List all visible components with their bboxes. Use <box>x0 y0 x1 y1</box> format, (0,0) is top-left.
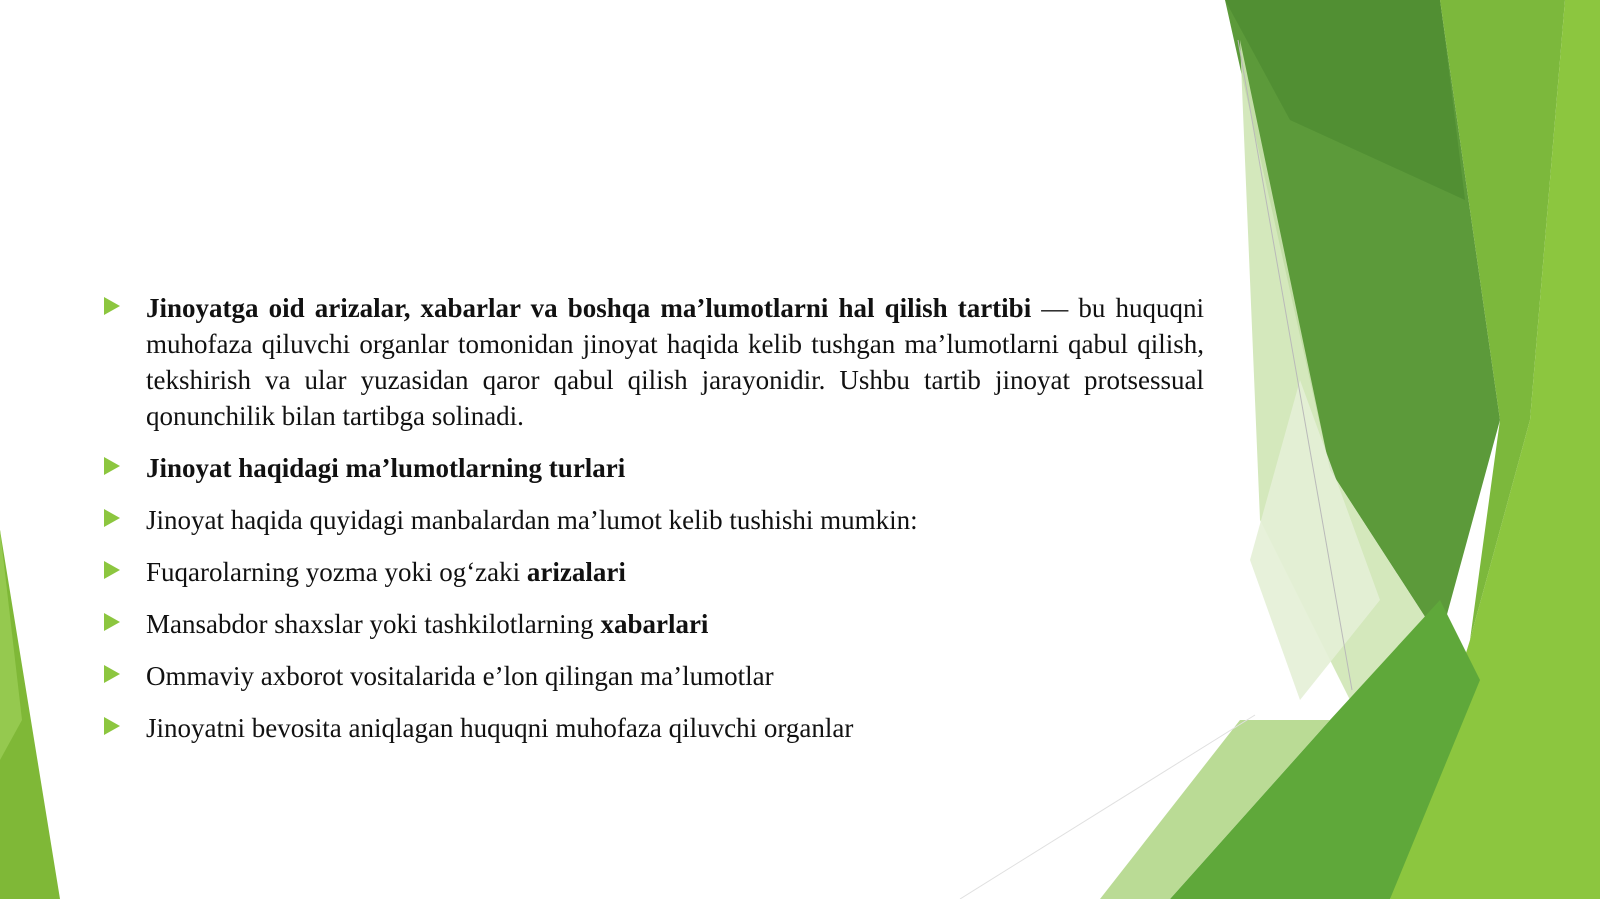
triangle-right-icon <box>104 297 120 315</box>
item-text: Ommaviy axborot vositalarida e’lon qilingan ma’lumotlar <box>146 661 774 691</box>
triangle-right-icon <box>104 665 120 683</box>
triangle-right-icon <box>104 717 120 735</box>
list-item <box>100 710 1204 746</box>
triangle-right-icon <box>104 561 120 579</box>
triangle-right-icon <box>104 509 120 527</box>
list-item <box>100 554 1204 590</box>
item-text: Mansabdor shaxslar yoki tashkilotlarning <box>146 609 601 639</box>
triangle-right-icon <box>104 613 120 631</box>
item-bold-text: Jinoyatga oid arizalar, xabarlar va boshqa ma’lumotlarni hal qilish tartibi <box>146 293 1032 323</box>
list-item <box>100 290 1204 434</box>
item-text: — bu huquqni muhofaza qiluvchi organlar tomonidan jinoyat haqida kelib tushgan ma’lumotlarni qabul qilish, tekshirish va ular yuzasidan qaror qabul qilish jarayonidir. Ushbu tartib jinoyat protsessual qonunchilik bilan tartibga solinadi. <box>146 293 1204 431</box>
item-text: Fuqarolarning yozma yoki og‘zaki <box>146 557 527 587</box>
left-green-shape-light <box>0 530 22 760</box>
list-item <box>100 606 1204 642</box>
item-bold-text: arizalari <box>526 557 626 587</box>
bullet-list <box>100 290 1204 762</box>
list-item <box>100 658 1204 694</box>
item-bold-text: xabarlari <box>600 609 709 639</box>
item-text: Jinoyatni bevosita aniqlagan huquqni muhofaza qiluvchi organlar <box>146 713 854 743</box>
item-bold-text: Jinoyat haqidagi ma’lumotlarning turlari <box>146 453 626 483</box>
item-text: Jinoyat haqida quyidagi manbalardan ma’lumot kelib tushishi mumkin: <box>146 505 918 535</box>
list-item <box>100 502 1204 538</box>
triangle-right-icon <box>104 457 120 475</box>
list-item <box>100 450 1204 486</box>
